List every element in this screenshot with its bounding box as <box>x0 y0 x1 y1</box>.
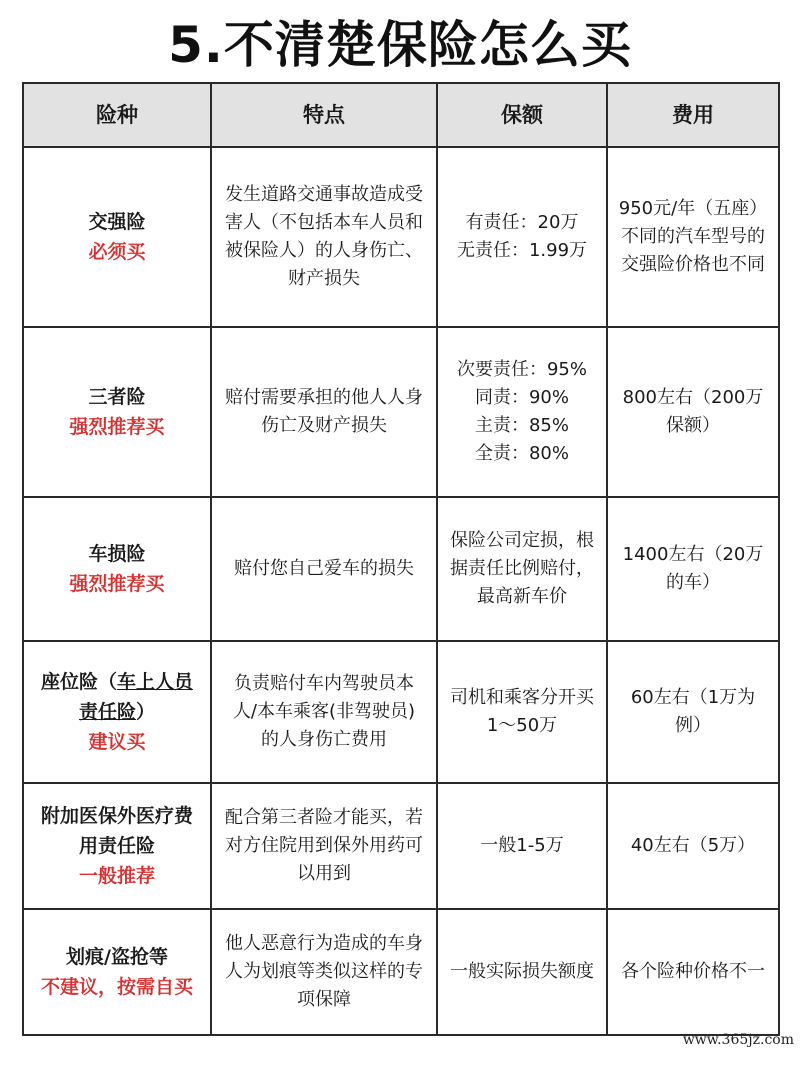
type-cell <box>23 909 211 1035</box>
coverage-cell: 一般实际损失额度 <box>437 909 607 1035</box>
table-row <box>23 147 779 327</box>
coverage-cell: 司机和乘客分开买 1～50万 <box>437 641 607 783</box>
recommendation: 不建议，按需自买 <box>40 976 193 998</box>
coverage-cell: 一般1-5万 <box>437 783 607 909</box>
name-underlined: 车上人员责任险 <box>78 671 194 723</box>
recommendation: 必须买 <box>88 241 146 263</box>
cost-cell: 950元/年（五座） 不同的汽车型号的交强险价格也不同 <box>607 147 779 327</box>
type-cell <box>23 641 211 783</box>
feature-cell: 配合第三者险才能买，若对方住院用到保外用药可以用到 <box>211 783 437 909</box>
coverage-cell: 保险公司定损，根据责任比例赔付，最高新车价 <box>437 497 607 641</box>
feature-cell: 他人恶意行为造成的车身人为划痕等类似这样的专项保障 <box>211 909 437 1035</box>
insurance-name: 划痕/盗抢等 <box>66 946 168 968</box>
header-feature: 特点 <box>211 83 437 147</box>
insurance-name <box>34 667 200 727</box>
page-title: 5.不清楚保险怎么买 <box>168 16 632 74</box>
name-suffix: ） <box>136 701 156 723</box>
type-cell <box>23 147 211 327</box>
name-prefix: 座位险（ <box>40 671 117 693</box>
type-cell <box>23 327 211 497</box>
type-cell <box>23 497 211 641</box>
table-row <box>23 327 779 497</box>
table-header-row <box>23 83 779 147</box>
recommendation: 一般推荐 <box>78 865 155 887</box>
type-cell <box>23 783 211 909</box>
insurance-name: 附加医保外医疗费用责任险 <box>40 805 193 857</box>
cost-cell: 800左右（200万保额） <box>607 327 779 497</box>
watermark: www.365jz.com <box>682 1032 794 1048</box>
header-coverage: 保额 <box>437 83 607 147</box>
coverage-cell: 次要责任：95% 同责：90% 主责：85% 全责：80% <box>437 327 607 497</box>
feature-cell: 赔付需要承担的他人人身伤亡及财产损失 <box>211 327 437 497</box>
insurance-name: 交强险 <box>88 211 146 233</box>
insurance-name: 车损险 <box>88 543 146 565</box>
cost-cell: 40左右（5万） <box>607 783 779 909</box>
feature-cell: 赔付您自己爱车的损失 <box>211 497 437 641</box>
table-row <box>23 497 779 641</box>
cost-cell: 1400左右（20万的车） <box>607 497 779 641</box>
header-type: 险种 <box>23 83 211 147</box>
feature-cell: 发生道路交通事故造成受害人（不包括本车人员和被保险人）的人身伤亡、财产损失 <box>211 147 437 327</box>
coverage-cell: 有责任：20万 无责任：1.99万 <box>437 147 607 327</box>
table-row <box>23 909 779 1035</box>
table-row <box>23 783 779 909</box>
header-cost: 费用 <box>607 83 779 147</box>
insurance-table <box>22 82 780 1036</box>
cost-cell: 各个险种价格不一 <box>607 909 779 1035</box>
recommendation: 强烈推荐买 <box>69 416 165 438</box>
recommendation: 建议买 <box>88 731 146 753</box>
recommendation: 强烈推荐买 <box>69 573 165 595</box>
feature-cell: 负责赔付车内驾驶员本人/本车乘客(非驾驶员) 的人身伤亡费用 <box>211 641 437 783</box>
table-row <box>23 641 779 783</box>
insurance-name: 三者险 <box>88 386 146 408</box>
cost-cell: 60左右（1万为例） <box>607 641 779 783</box>
